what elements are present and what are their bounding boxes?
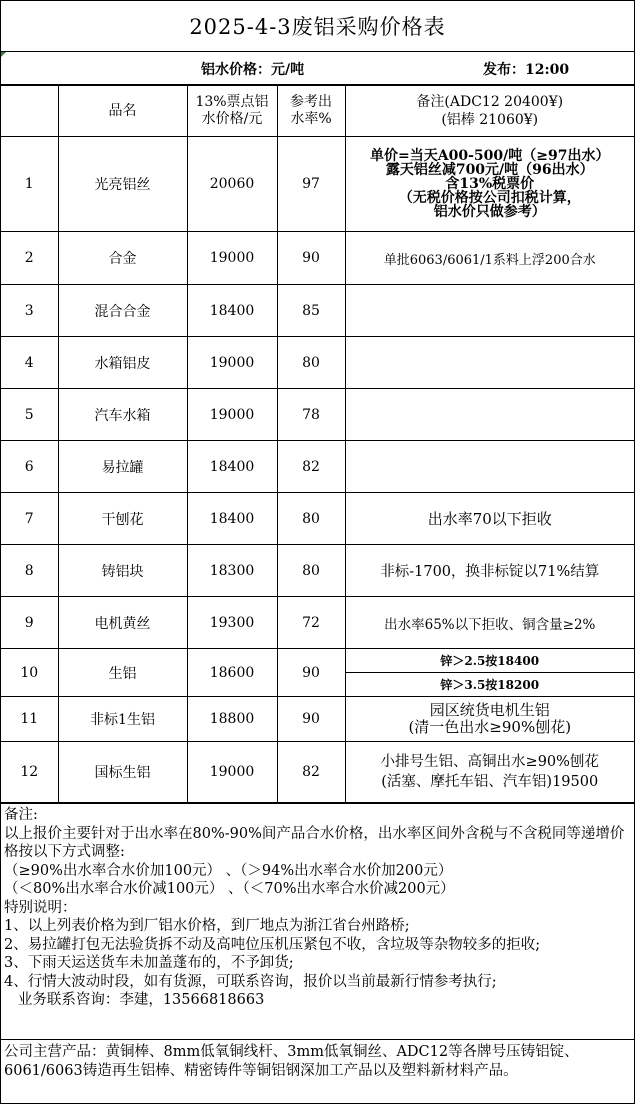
unit-label: 铝水价格：元/吨 [201,62,305,78]
remarks-heading: 备注: [4,807,38,823]
row-note [345,337,634,389]
row-name: 国标生铝 [58,742,187,803]
row-no: 6 [1,441,58,493]
special-item-1: 1、以上列表价格为到厂铝水价格，到厂地点为浙江省台州路桥; [4,918,410,934]
row-price: 18400 [187,441,277,493]
row-name: 非标1生铝 [58,697,187,742]
row-rate: 82 [277,441,345,493]
row-no: 4 [1,337,58,389]
row-price: 19000 [187,232,277,285]
row-price: 18300 [187,545,277,597]
row-name: 生铝 [58,649,187,697]
row-price: 19000 [187,389,277,441]
row-name: 干刨花 [58,493,187,545]
header-note: 备注(ADC12 20400¥) (铝棒 21060¥) [345,86,634,137]
row-no: 12 [1,742,58,803]
row-note [345,285,634,337]
special-heading: 特别说明： [4,899,77,916]
row-rate: 82 [277,742,345,803]
special-item-3: 3、下雨天运送货车未加盖蓬布的，不予卸货; [4,955,294,971]
header-price: 13%票点铝 水价格/元 [187,86,277,137]
row-note: 小排号生铝、高铜出水≥90%刨花 (活塞、摩托车铝、汽车铝)19500 [345,742,634,803]
table-header-row [1,86,634,137]
row-name: 水箱铝皮 [58,337,187,389]
header-name: 品名 [58,86,187,137]
row-note-zinc-35: 锌＞3.5按18200 [345,673,634,697]
page-title: 2025-4-3废铝采购价格表 [1,1,634,52]
row-name: 混合合金 [58,285,187,337]
row-price: 19000 [187,742,277,803]
remarks-adjustment-down: （＜80%出水率合水价减100元） 、（＜70%出水率合水价减200元） [4,881,455,897]
row-rate: 78 [277,389,345,441]
row-name: 汽车水箱 [58,389,187,441]
row-no: 9 [1,597,58,649]
row-rate: 97 [277,137,345,232]
table-row [1,137,634,232]
remarks-section [1,803,634,1039]
row-price: 20060 [187,137,277,232]
special-item-4: 4、行情大波动时段，如有货源，可联系咨询，报价以当前最新行情参考执行; [4,973,497,990]
row-no: 3 [1,285,58,337]
row-name: 易拉罐 [58,441,187,493]
row-rate: 80 [277,337,345,389]
row-rate: 90 [277,232,345,285]
row-rate: 90 [277,649,345,697]
row-note: 园区统货电机生铝 (清一色出水≥90%刨花) [345,697,634,742]
row-name: 合金 [58,232,187,285]
table-row [1,742,634,803]
row-rate: 72 [277,597,345,649]
row-note [345,441,634,493]
row-price: 18400 [187,493,277,545]
row-no: 8 [1,545,58,597]
row-rate: 90 [277,697,345,742]
header-rate: 参考出 水率% [277,86,345,137]
header-no [1,86,58,137]
row-name: 电机黄丝 [58,597,187,649]
row-price: 19300 [187,597,277,649]
table-row [1,545,634,597]
row-rate: 80 [277,545,345,597]
row-note: 非标-1700，换非标锭以71%结算 [345,545,634,597]
row-name: 光亮铝丝 [58,137,187,232]
row-price: 19000 [187,337,277,389]
row-note-zinc-25: 锌＞2.5按18400 [345,649,634,673]
row-no: 11 [1,697,58,742]
company-products: 公司主营产品：黄铜棒、8mm低氧铜线杆、3mm低氧铜丝、ADC12等各牌号压铸铝锭、6061/6063铸造再生铝棒、精密铸件等铜铝钢深加工产品以及塑料新材料产品。 [1,1039,634,1089]
row-rate: 85 [277,285,345,337]
table-row [1,285,634,337]
table-row [1,493,634,545]
publish-time: 发布：12:00 [483,62,570,78]
subheader-row [1,52,634,85]
contact-info: 业务联系咨询：李建，13566818663 [4,992,265,1008]
table-row [1,337,634,389]
row-price: 18400 [187,285,277,337]
table-row [1,441,634,493]
row-no: 2 [1,232,58,285]
row-no: 7 [1,493,58,545]
remarks-adjustment-up: （≥90%出水率合水价加100元） 、（＞94%出水率合水价加200元） [4,862,453,879]
table-row [1,597,634,649]
cell-comment-marker-icon [1,52,6,57]
table-row [1,697,634,742]
row-no: 1 [1,137,58,232]
special-item-2: 2、易拉罐打包无法验货拆不动及高吨位压机压紧包不收，含垃圾等杂物较多的拒收; [4,936,541,953]
row-rate: 80 [277,493,345,545]
table-row [1,389,634,441]
row-note [345,389,634,441]
row-note: 单批6063/6061/1系料上浮200合水 [345,232,634,285]
table-row [1,232,634,285]
row-note: 出水率65%以下拒收、铜含量≥2% [345,597,634,649]
row-price: 18600 [187,649,277,697]
row-note: 出水率70以下拒收 [345,493,634,545]
row-price: 18800 [187,697,277,742]
price-table [1,85,634,803]
row-note: 单价=当天A00-500/吨（≥97出水） 露天铝丝减700元/吨（96出水） 含13%税票价 （无税价格按公司扣税计算， 铝水价只做参考） [345,137,634,232]
remarks-paragraph: 以上报价主要针对于出水率在80%-90%间产品合水价格，出水率区间外含税与不含税同等递增价格按以下方式调整: [4,825,625,860]
row-name: 铸铝块 [58,545,187,597]
row-no: 10 [1,649,58,697]
table-row [1,649,634,673]
row-no: 5 [1,389,58,441]
